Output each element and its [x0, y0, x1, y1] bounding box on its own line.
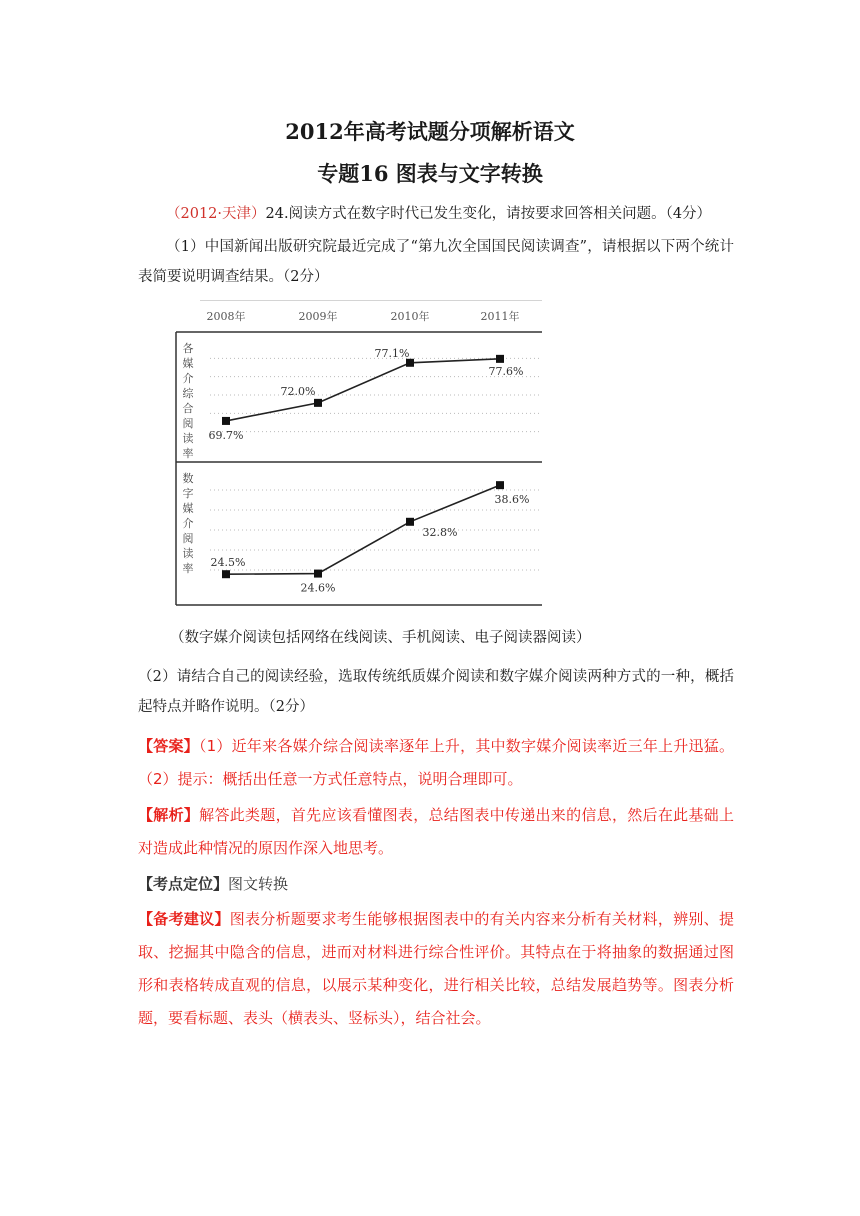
advice-section [138, 903, 734, 1035]
data-point-composite [496, 355, 504, 363]
y-axis-label-char: 率 [182, 447, 194, 460]
chart-caption: （数字媒介阅读包括网络在线阅读、手机阅读、电子阅读器阅读） [170, 630, 591, 646]
point-text: 图文转换 [228, 875, 289, 893]
y-axis-label-char: 阅 [182, 417, 194, 430]
y-axis-label-char: 阅 [182, 532, 194, 545]
y-axis-label-char: 综 [182, 387, 194, 400]
y-axis-label-char: 数 [182, 472, 194, 485]
data-label-digital: 32.8% [422, 525, 458, 539]
data-label-digital: 24.6% [300, 581, 336, 595]
data-point-digital [222, 570, 230, 578]
data-label-composite: 69.7% [208, 428, 244, 442]
question-part-2: （2）请结合自己的阅读经验，选取传统纸质媒介阅读和数字媒介阅读两种方式的一种，概括起特点并略作说明。（2分） [138, 669, 734, 715]
answer-text: （1）近年来各媒介综合阅读率逐年上升，其中数字媒介阅读率近三年上升迅猛。（2）提示：概括出任意一方式任意特点，说明合理即可。 [138, 737, 734, 788]
answer-section [138, 730, 734, 796]
question-intro [138, 199, 734, 229]
point-section [138, 868, 734, 901]
document-title: 2012年高考试题分项解析语文 [285, 119, 575, 144]
question-text: 24.阅读方式在数字时代已发生变化，请按要求回答相关问题。（4分） [265, 206, 712, 222]
y-axis-label-char: 媒 [182, 357, 194, 370]
y-axis-label-char: 读 [182, 547, 194, 560]
document-subtitle: 专题16 图表与文字转换 [317, 161, 543, 186]
analysis-section [138, 799, 734, 865]
data-point-digital [496, 481, 504, 489]
y-axis-label-char: 率 [182, 562, 194, 575]
reading-rate-chart [170, 300, 550, 610]
answer-tag: 【答案】 [138, 737, 199, 755]
x-tick-label: 2011年 [480, 310, 520, 323]
x-tick-label: 2010年 [390, 310, 430, 323]
question-source: （2012·天津） [166, 206, 266, 222]
data-label-digital: 24.5% [210, 556, 246, 570]
data-label-digital: 38.6% [494, 493, 530, 507]
advice-text: 图表分析题要求考生能够根据图表中的有关内容来分析有关材料，辨别、提取、挖掘其中隐含的信息，进而对材料进行综合性评价。其特点在于将抽象的数据通过图形和表格转成直观的信息，以展示某种变化，进行相关比较，总结发展趋势等。图表分析题，要看标题、表头（横表头、竖标头），结合社会。 [138, 910, 734, 1027]
data-point-digital [406, 518, 414, 526]
analysis-tag: 【解析】 [138, 806, 200, 824]
series-line-composite [226, 359, 500, 421]
data-label-composite: 77.1% [374, 346, 410, 360]
y-axis-label-char: 介 [182, 517, 194, 530]
data-point-composite [406, 359, 414, 367]
data-label-composite: 77.6% [488, 364, 524, 378]
y-axis-label-char: 媒 [182, 502, 194, 515]
advice-tag: 【备考建议】 [138, 910, 230, 928]
question-part-1: （1）中国新闻出版研究院最近完成了“第九次全国国民阅读调查”，请根据以下两个统计表简要说明调查结果。（2分） [138, 239, 734, 285]
analysis-text: 解答此类题，首先应该看懂图表，总结图表中传递出来的信息，然后在此基础上对造成此种情况的原因作深入地思考。 [138, 806, 734, 857]
point-tag: 【考点定位】 [138, 875, 229, 893]
data-point-digital [314, 570, 322, 578]
x-tick-label: 2008年 [206, 310, 246, 323]
data-point-composite [314, 399, 322, 407]
y-axis-label-char: 字 [182, 487, 194, 500]
x-tick-label: 2009年 [298, 310, 338, 323]
data-point-composite [222, 417, 230, 425]
y-axis-label-char: 合 [182, 402, 194, 415]
y-axis-label-char: 各 [182, 342, 194, 355]
y-axis-label-char: 读 [182, 432, 194, 445]
data-label-composite: 72.0% [280, 384, 316, 398]
y-axis-label-char: 介 [182, 372, 194, 385]
